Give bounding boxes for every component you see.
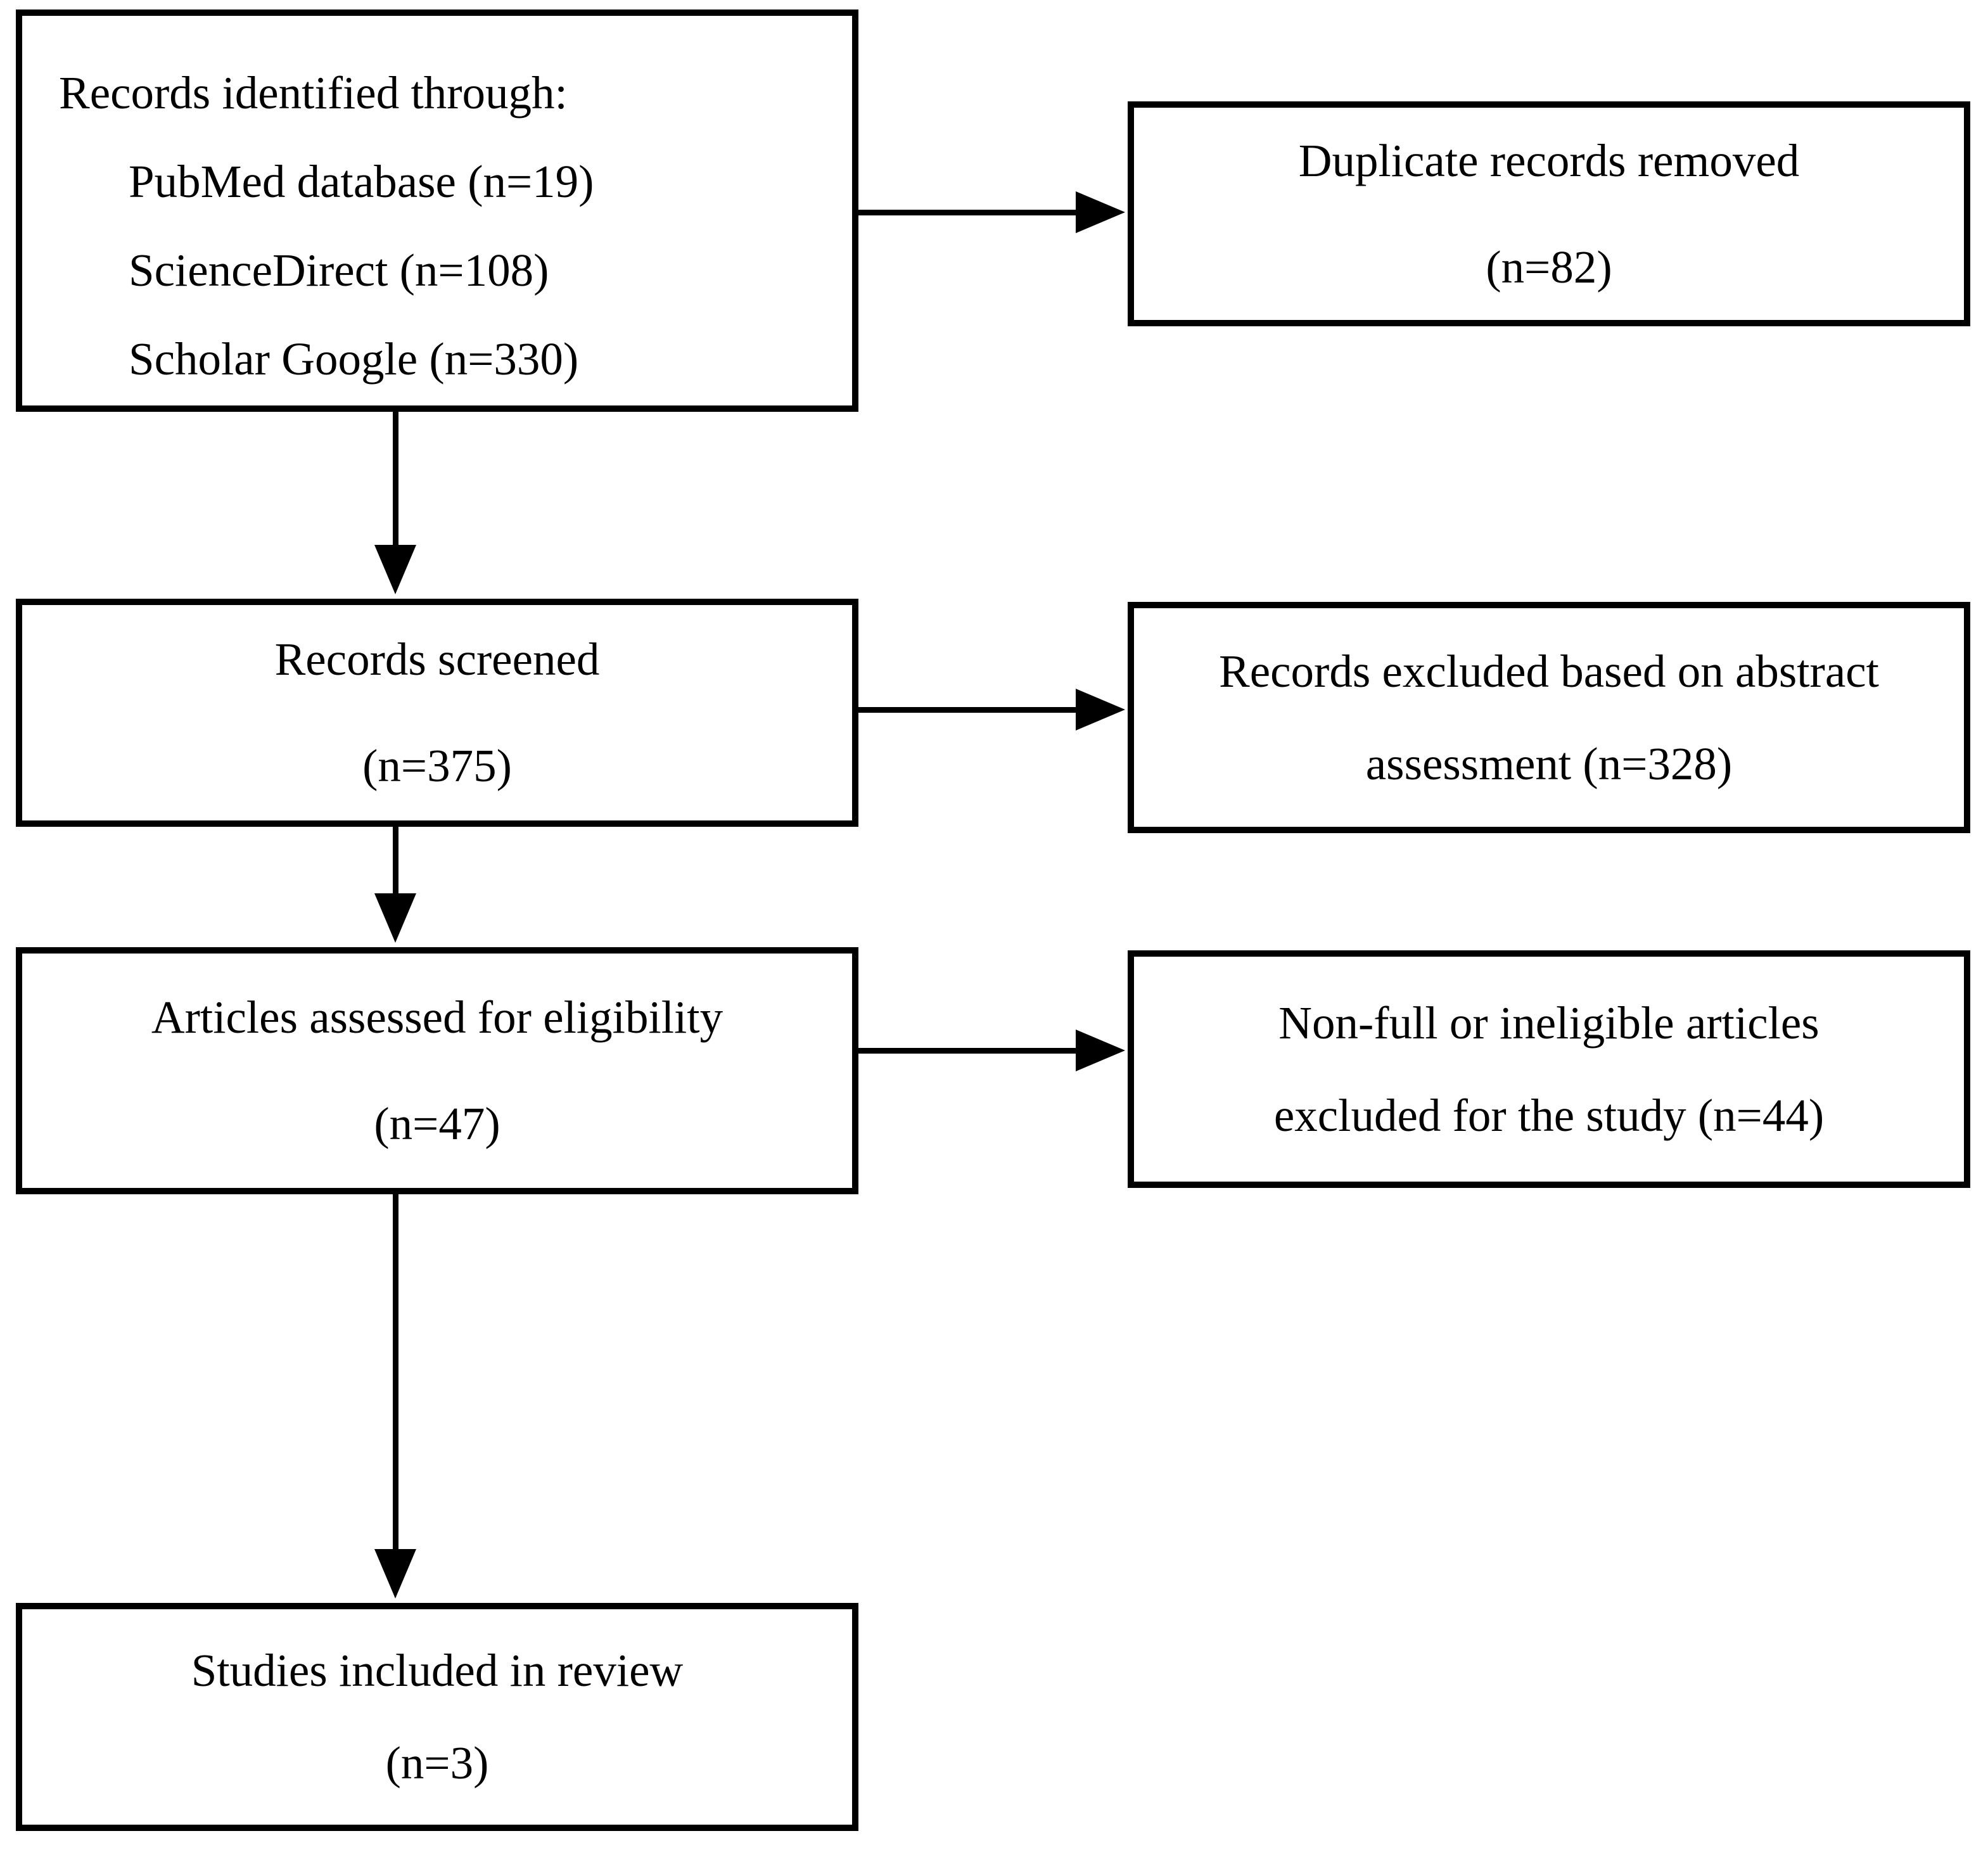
- arrow-line-eligibility-to-excluded: [858, 1048, 1077, 1054]
- excluded-abstract-label-line1: Records excluded based on abstract: [1219, 645, 1879, 697]
- arrowhead-identified-to-duplicates: [1076, 191, 1125, 233]
- included-review-count: (n=3): [385, 1737, 489, 1789]
- box-excluded-abstract: [1128, 602, 1970, 833]
- records-screened-label: Records screened: [274, 634, 600, 686]
- duplicates-removed-count: (n=82): [1486, 241, 1612, 293]
- arrow-line-screened-to-eligibility: [393, 826, 398, 895]
- arrowhead-eligibility-to-excluded: [1076, 1030, 1125, 1071]
- records-screened-count: (n=375): [362, 740, 512, 791]
- excluded-abstract-label-line2: assessment (n=328): [1365, 737, 1733, 789]
- arrow-line-identified-to-duplicates: [858, 210, 1077, 215]
- duplicates-removed-label: Duplicate records removed: [1298, 134, 1800, 186]
- excluded-full-text-label-line1: Non-full or ineligible articles: [1278, 997, 1819, 1049]
- source-pubmed: PubMed database (n=19): [129, 156, 594, 207]
- assessed-eligibility-count: (n=47): [374, 1098, 500, 1149]
- box-excluded-full-text: [1128, 950, 1970, 1188]
- box-records-identified: [16, 10, 858, 412]
- box-duplicates-removed: [1128, 101, 1970, 326]
- source-sciencedirect: ScienceDirect (n=108): [129, 245, 549, 296]
- included-review-label: Studies included in review: [191, 1645, 684, 1697]
- assessed-eligibility-label: Articles assessed for eligibility: [151, 992, 723, 1043]
- arrow-line-identified-to-screened: [393, 411, 398, 547]
- arrowhead-screened-to-eligibility: [374, 893, 416, 943]
- box-records-screened: [16, 599, 858, 827]
- box-included-review: [16, 1603, 858, 1831]
- arrowhead-eligibility-to-included: [374, 1549, 416, 1598]
- arrow-line-screened-to-excluded: [858, 707, 1077, 713]
- records-identified-heading: Records identified through:: [59, 67, 568, 118]
- excluded-full-text-label-line2: excluded for the study (n=44): [1273, 1089, 1825, 1141]
- arrowhead-screened-to-excluded: [1076, 689, 1125, 730]
- box-assessed-eligibility: [16, 947, 858, 1194]
- arrow-line-eligibility-to-included: [393, 1193, 398, 1551]
- source-scholar-google: Scholar Google (n=330): [129, 333, 579, 385]
- arrowhead-identified-to-screened: [374, 545, 416, 594]
